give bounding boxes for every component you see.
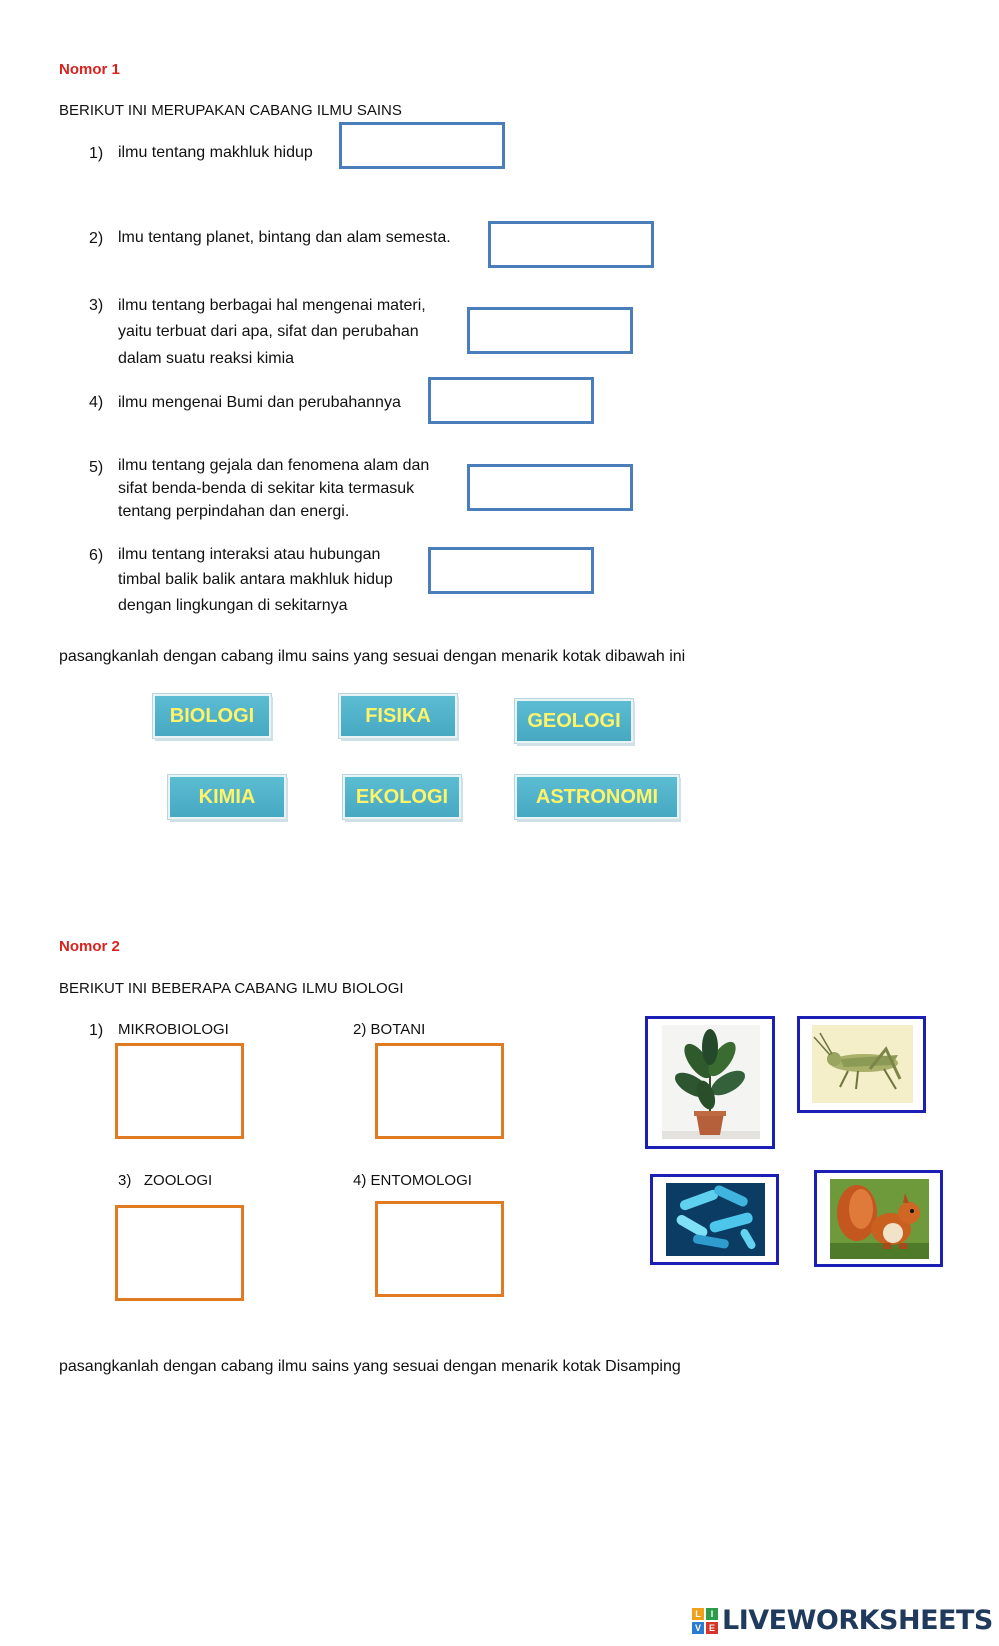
- section1-intro: BERIKUT INI MERUPAKAN CABANG ILMU SAINS: [59, 102, 402, 119]
- drop-box-zoologi[interactable]: [115, 1205, 244, 1301]
- item-3-label: [118, 1168, 212, 1194]
- item-4-number: 4): [353, 1172, 367, 1189]
- question-6-line-1: ilmu tentang interaksi atau hubungan: [118, 546, 381, 563]
- answer-box-6[interactable]: [428, 547, 594, 594]
- question-5-number: 5): [89, 459, 104, 476]
- chip-biologi[interactable]: BIOLOGI: [153, 694, 271, 738]
- grasshopper-icon: [800, 1019, 923, 1110]
- section1-heading: Nomor 1: [59, 61, 120, 78]
- image-card-squirrel[interactable]: [814, 1170, 943, 1267]
- answer-box-2[interactable]: [488, 221, 654, 268]
- answer-box-3[interactable]: [467, 307, 633, 354]
- item-1-number: 1): [89, 1022, 104, 1039]
- answer-box-4[interactable]: [428, 377, 594, 424]
- drop-box-entomologi[interactable]: [375, 1201, 504, 1297]
- chip-fisika[interactable]: FISIKA: [339, 694, 457, 738]
- item-2-text: BOTANI: [370, 1021, 426, 1038]
- chip-ekologi[interactable]: EKOLOGI: [343, 775, 461, 819]
- section2-intro: BERIKUT INI BEBERAPA CABANG ILMU BIOLOGI: [59, 980, 404, 997]
- question-2-number: 2): [89, 230, 104, 247]
- item-1-label: MIKROBIOLOGI: [118, 1021, 229, 1038]
- liveworksheets-wordmark: LIVEWORKSHEETS: [722, 1605, 993, 1636]
- question-2-text: lmu tentang planet, bintang dan alam semesta.: [118, 229, 451, 246]
- question-3-line-3: dalam suatu reaksi kimia: [118, 350, 295, 367]
- question-3-line-1: ilmu tentang berbagai hal mengenai materi,: [118, 297, 426, 314]
- section2-instruction: pasangkanlah dengan cabang ilmu sains yang sesuai dengan menarik kotak Disamping: [59, 1358, 681, 1375]
- question-5-line-1: ilmu tentang gejala dan fenomena alam dan: [118, 457, 430, 474]
- drop-box-botani[interactable]: [375, 1043, 504, 1139]
- logo-letter-e: E: [706, 1622, 718, 1634]
- image-card-bacteria[interactable]: [650, 1174, 779, 1265]
- question-3-line-2: yaitu terbuat dari apa, sifat dan perubahan: [118, 323, 419, 340]
- answer-box-1[interactable]: [339, 122, 505, 169]
- item-3-text: ZOOLOGI: [143, 1172, 213, 1189]
- question-5-line-2: sifat benda-benda di sekitar kita termasuk: [118, 480, 415, 497]
- chip-geologi[interactable]: GEOLOGI: [515, 699, 633, 743]
- squirrel-icon: [817, 1173, 940, 1264]
- item-4-text: ENTOMOLOGI: [370, 1172, 472, 1189]
- image-card-grasshopper[interactable]: [797, 1016, 926, 1113]
- item-2-label: [353, 1017, 425, 1043]
- logo-letter-v: V: [692, 1622, 704, 1634]
- question-3-number: 3): [89, 297, 104, 314]
- potted-plant-icon: [648, 1019, 772, 1146]
- section2-heading: Nomor 2: [59, 938, 120, 955]
- liveworksheets-mark-icon: [692, 1608, 718, 1634]
- question-1-text: ilmu tentang makhluk hidup: [118, 144, 313, 161]
- chip-kimia[interactable]: KIMIA: [168, 775, 286, 819]
- question-5-line-3: tentang perpindahan dan energi.: [118, 503, 350, 520]
- liveworksheets-logo[interactable]: [692, 1605, 993, 1636]
- item-2-number: 2): [353, 1021, 367, 1038]
- item-4-label: [353, 1168, 472, 1194]
- question-6-number: 6): [89, 547, 104, 564]
- drop-box-mikrobiologi[interactable]: [115, 1043, 244, 1139]
- item-3-number: 3): [118, 1172, 132, 1189]
- answer-box-5[interactable]: [467, 464, 633, 511]
- chip-astronomi[interactable]: ASTRONOMI: [515, 775, 679, 819]
- question-6-line-2: timbal balik balik antara makhluk hidup: [118, 571, 393, 588]
- logo-letter-l: L: [692, 1608, 704, 1620]
- question-4-text: ilmu mengenai Bumi dan perubahannya: [118, 394, 401, 411]
- logo-letter-i: I: [706, 1608, 718, 1620]
- question-6-line-3: dengan lingkungan di sekitarnya: [118, 597, 348, 614]
- question-4-number: 4): [89, 394, 104, 411]
- image-card-plant[interactable]: [645, 1016, 775, 1149]
- section1-instruction: pasangkanlah dengan cabang ilmu sains yang sesuai dengan menarik kotak dibawah ini: [59, 648, 686, 665]
- question-1-number: 1): [89, 145, 104, 162]
- bacteria-icon: [653, 1177, 776, 1262]
